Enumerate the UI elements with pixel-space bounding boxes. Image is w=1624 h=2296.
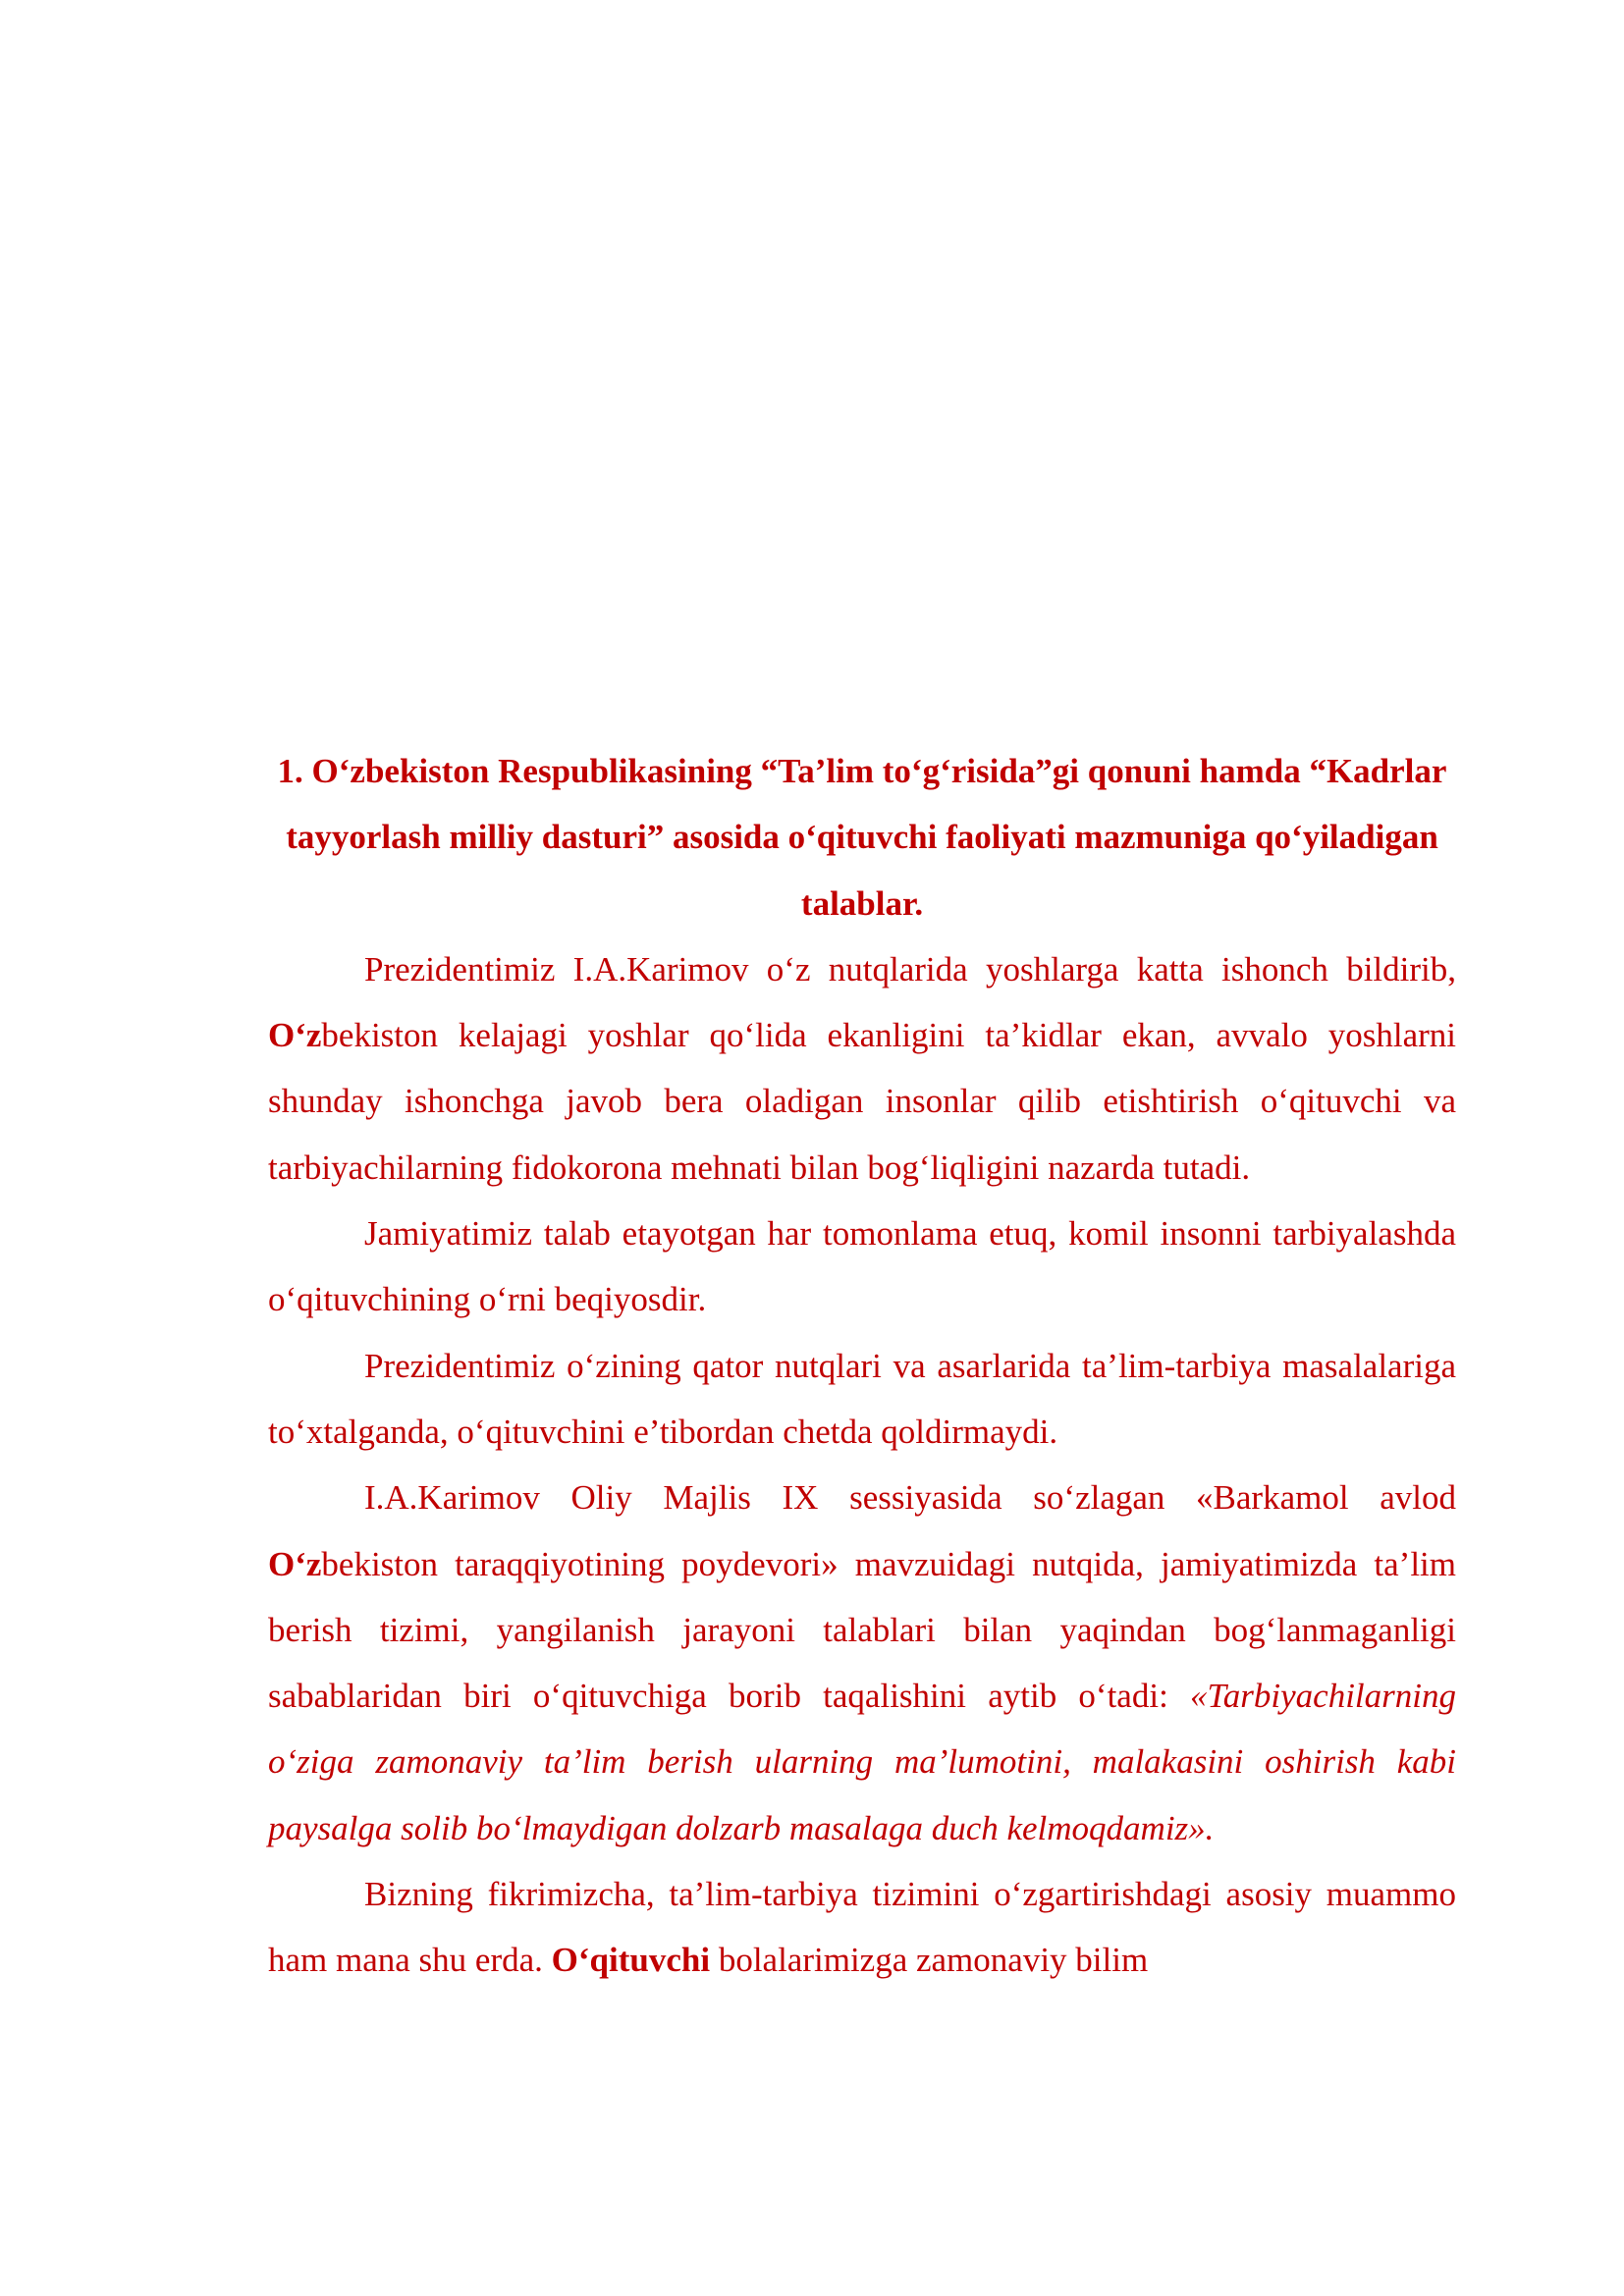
paragraph-4-bold: O‘z: [268, 1544, 322, 1583]
paragraph-4-rest: bekiston taraqqiyotining poydevori» mavzuidagi nutqida, jamiyatimizda ta’lim berish tizimi, yangilanish jarayoni talablari bilan yaqindan bog‘lanmaganligi sabablaridan biri o‘qituvchiga borib taqalishini aytib o‘tadi:: [268, 1544, 1456, 1716]
paragraph-1-text: Prezidentimiz I.A.Karimov o‘z nutqlarida yoshlarga katta ishonch bildirib,: [364, 949, 1456, 988]
paragraph-3: Prezidentimiz o‘zining qator nutqlari va asarlarida ta’lim-tarbiya masalalariga to‘xtalganda, o‘qituvchini e’tibordan chetda qoldirmaydi.: [268, 1346, 1456, 1451]
paragraph-5-bold: O‘qituvchi: [551, 1941, 711, 1980]
document-page: [268, 738, 1456, 1994]
paragraph-1-rest: bekiston kelajagi yoshlar qo‘lida ekanligini ta’kidlar ekan, avvalo yoshlarni shunday ishonchga javob bera oladigan insonlar qilib etishtirish o‘qituvchi va tarbiyachilarning fidokorona mehnati bilan bog‘liqligini nazarda tutadi.: [268, 1016, 1456, 1187]
paragraph-5-text: Bizning fikrimizcha, ta’lim-tarbiya tizimini o‘zgartirishdagi asosiy muammo ham mana shu erda.: [268, 1875, 1456, 1980]
paragraph-1: [268, 936, 1456, 1201]
paragraph-1-bold: O‘z: [268, 1016, 322, 1055]
section-heading: 1. O‘zbekiston Respublikasining “Ta’lim to‘g‘risida”gi qonuni hamda “Kadrlar tayyorlash milliy dasturi” asosida o‘qituvchi faoliyati mazmuniga qo‘yiladigan talablar.: [277, 752, 1447, 923]
paragraph-2: Jamiyatimiz talab etayotgan har tomonlama etuq, komil insonni tarbiyalashda o‘qituvchining o‘rni beqiyosdir.: [268, 1214, 1456, 1319]
paragraph-5-rest: bolalarimizga zamonaviy bilim: [718, 1941, 1149, 1980]
paragraph-4: [268, 1465, 1456, 1861]
paragraph-5: [268, 1861, 1456, 1994]
paragraph-4-text: I.A.Karimov Oliy Majlis IX sessiyasida so‘zlagan «Barkamol avlod: [364, 1478, 1456, 1518]
paragraph-4-quote: «Tarbiyachilarning o‘ziga zamonaviy ta’lim berish ularning ma’lumotini, malakasini oshirish kabi paysalga solib bo‘lmaydigan dolzarb masalaga duch kelmoqdamiz».: [268, 1677, 1456, 1847]
